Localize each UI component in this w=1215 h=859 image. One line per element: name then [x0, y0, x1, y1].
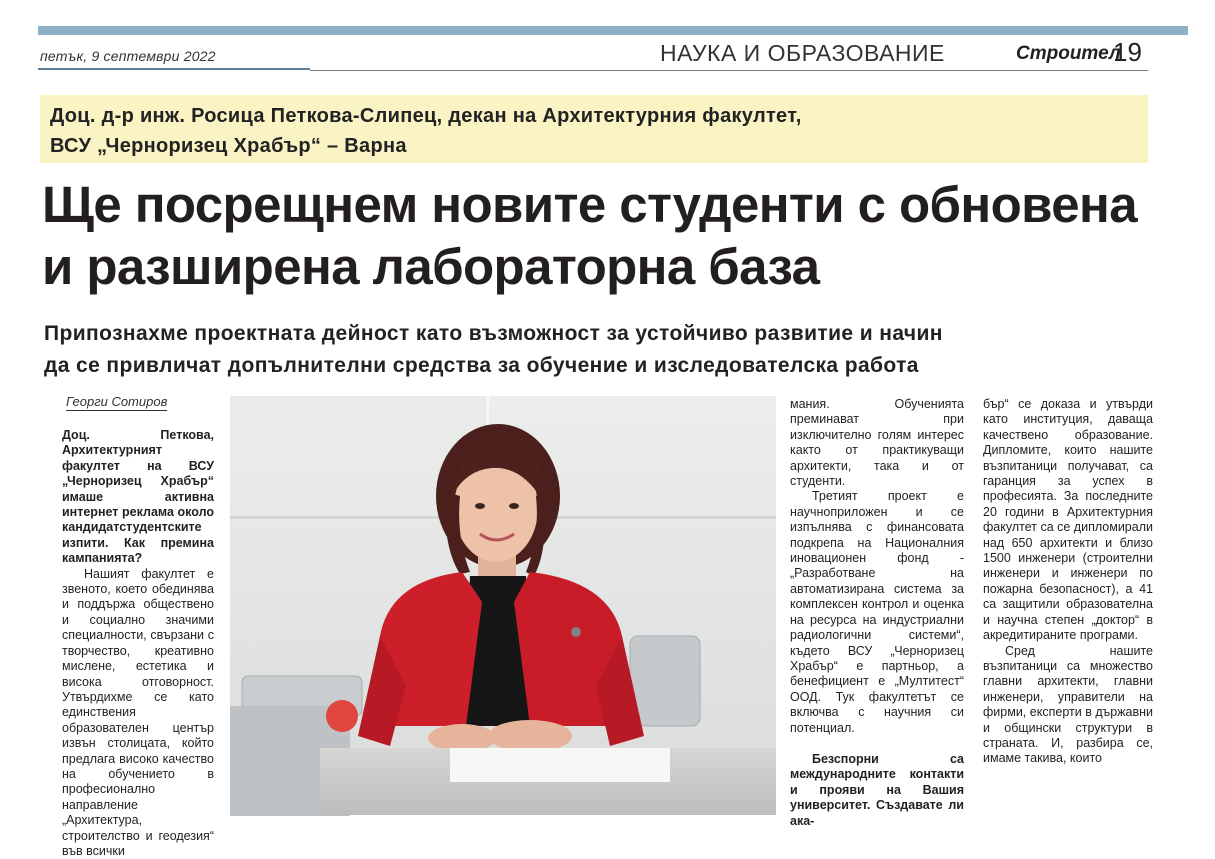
portrait-photo: [230, 396, 776, 815]
portrait-photo-drawing: [230, 396, 776, 815]
page-number: 19: [1113, 37, 1142, 67]
header-top-bar: [38, 26, 1188, 35]
author-name: Георги Сотиров: [66, 394, 168, 409]
subtitle-line-1: Припознахме проектната дейност като възможност за устойчиво развитие и начин: [44, 322, 943, 345]
column-3-paragraph-1: мания. Обученията преминават при изключително голям интерес както от практикуващи архитекти, така и от студенти.: [790, 397, 964, 489]
issue-date: петък, 9 септември 2022: [40, 48, 216, 64]
article-column-4: [983, 397, 1153, 767]
article-column-1: [62, 428, 214, 859]
headline-line-1: Ще посрещнем новите студенти с обновена: [42, 176, 1137, 233]
section-rubric: НАУКА И ОБРАЗОВАНИЕ: [660, 40, 945, 66]
subtitle: [44, 318, 943, 382]
newspaper-brand: Строител: [1016, 43, 1121, 64]
headline: [42, 174, 1137, 298]
column-3-paragraph-2: Третият проект е научноприложен и се изпълнява с финансовата подкрепа на Националния иновационен фонд - „Разработване на автоматизирана система за комплексен контрол и оценка на ресурса на индустриални радиологични системи“, където ВСУ „Черноризец Храбър“ е партньор, а бенефициент е „Мултитест“ ООД. Тук факултетът се включва с научния си потенциал.: [790, 489, 964, 735]
headline-line-2: и разширена лабораторна база: [42, 238, 820, 295]
header-rule: [310, 70, 1148, 71]
interview-question: Доц. Петкова, Архитектурният факултет на ВСУ „Черноризец Храбър“ имаше активна интернет реклама около кандидатстудентските изпити. Как премина кампанията?: [62, 428, 214, 566]
interview-answer: Нашият факултет е звеното, което обединява и поддържа обществено и социално значими специалности, свързани с творчество, креативно мислене, естетика и висока отговорност. Утвърдихме се като единствения образователен център извън столицата, който предлага високо качество на обучението в професионално направление „Архитектура, строителство и геодезия“ във всички: [62, 566, 214, 858]
column-4-paragraph-2: Сред нашите възпитаници са множество главни архитекти, главни инженери, управители на фирми, експерти в държавни и общински структури в страната. И, разбира се, имаме такива, които: [983, 643, 1153, 766]
interview-question-2: Безспорни са международните контакти и прояви на Вашия университет. Създавате ли ака-: [790, 751, 964, 828]
article-column-3: [790, 397, 964, 829]
byline: [50, 101, 802, 161]
paragraph-gap: [790, 736, 964, 752]
column-4-paragraph-1: бър“ се доказа и утвърди като институция, даваща качествено образование. Дипломите, които нашите възпитаници получават, са гаранция за успех в професията. За последните 20 години в Архитектурния факултет са се дипломирали над 650 архитекти и близо 1500 инженери (строителни инженери и инженери по пожарна безопасност), а 41 са защитили образователна и научна степен „доктор“ в акредитираните програми.: [983, 397, 1153, 643]
byline-line-1: Доц. д-р инж. Росица Петкова-Слипец, декан на Архитектурния факултет,: [50, 105, 802, 127]
subtitle-line-2: да се привличат допълнителни средства за обучение и изследователска работа: [44, 354, 919, 377]
byline-line-2: ВСУ „Черноризец Храбър“ – Варна: [50, 135, 407, 157]
date-underline: [38, 68, 310, 70]
